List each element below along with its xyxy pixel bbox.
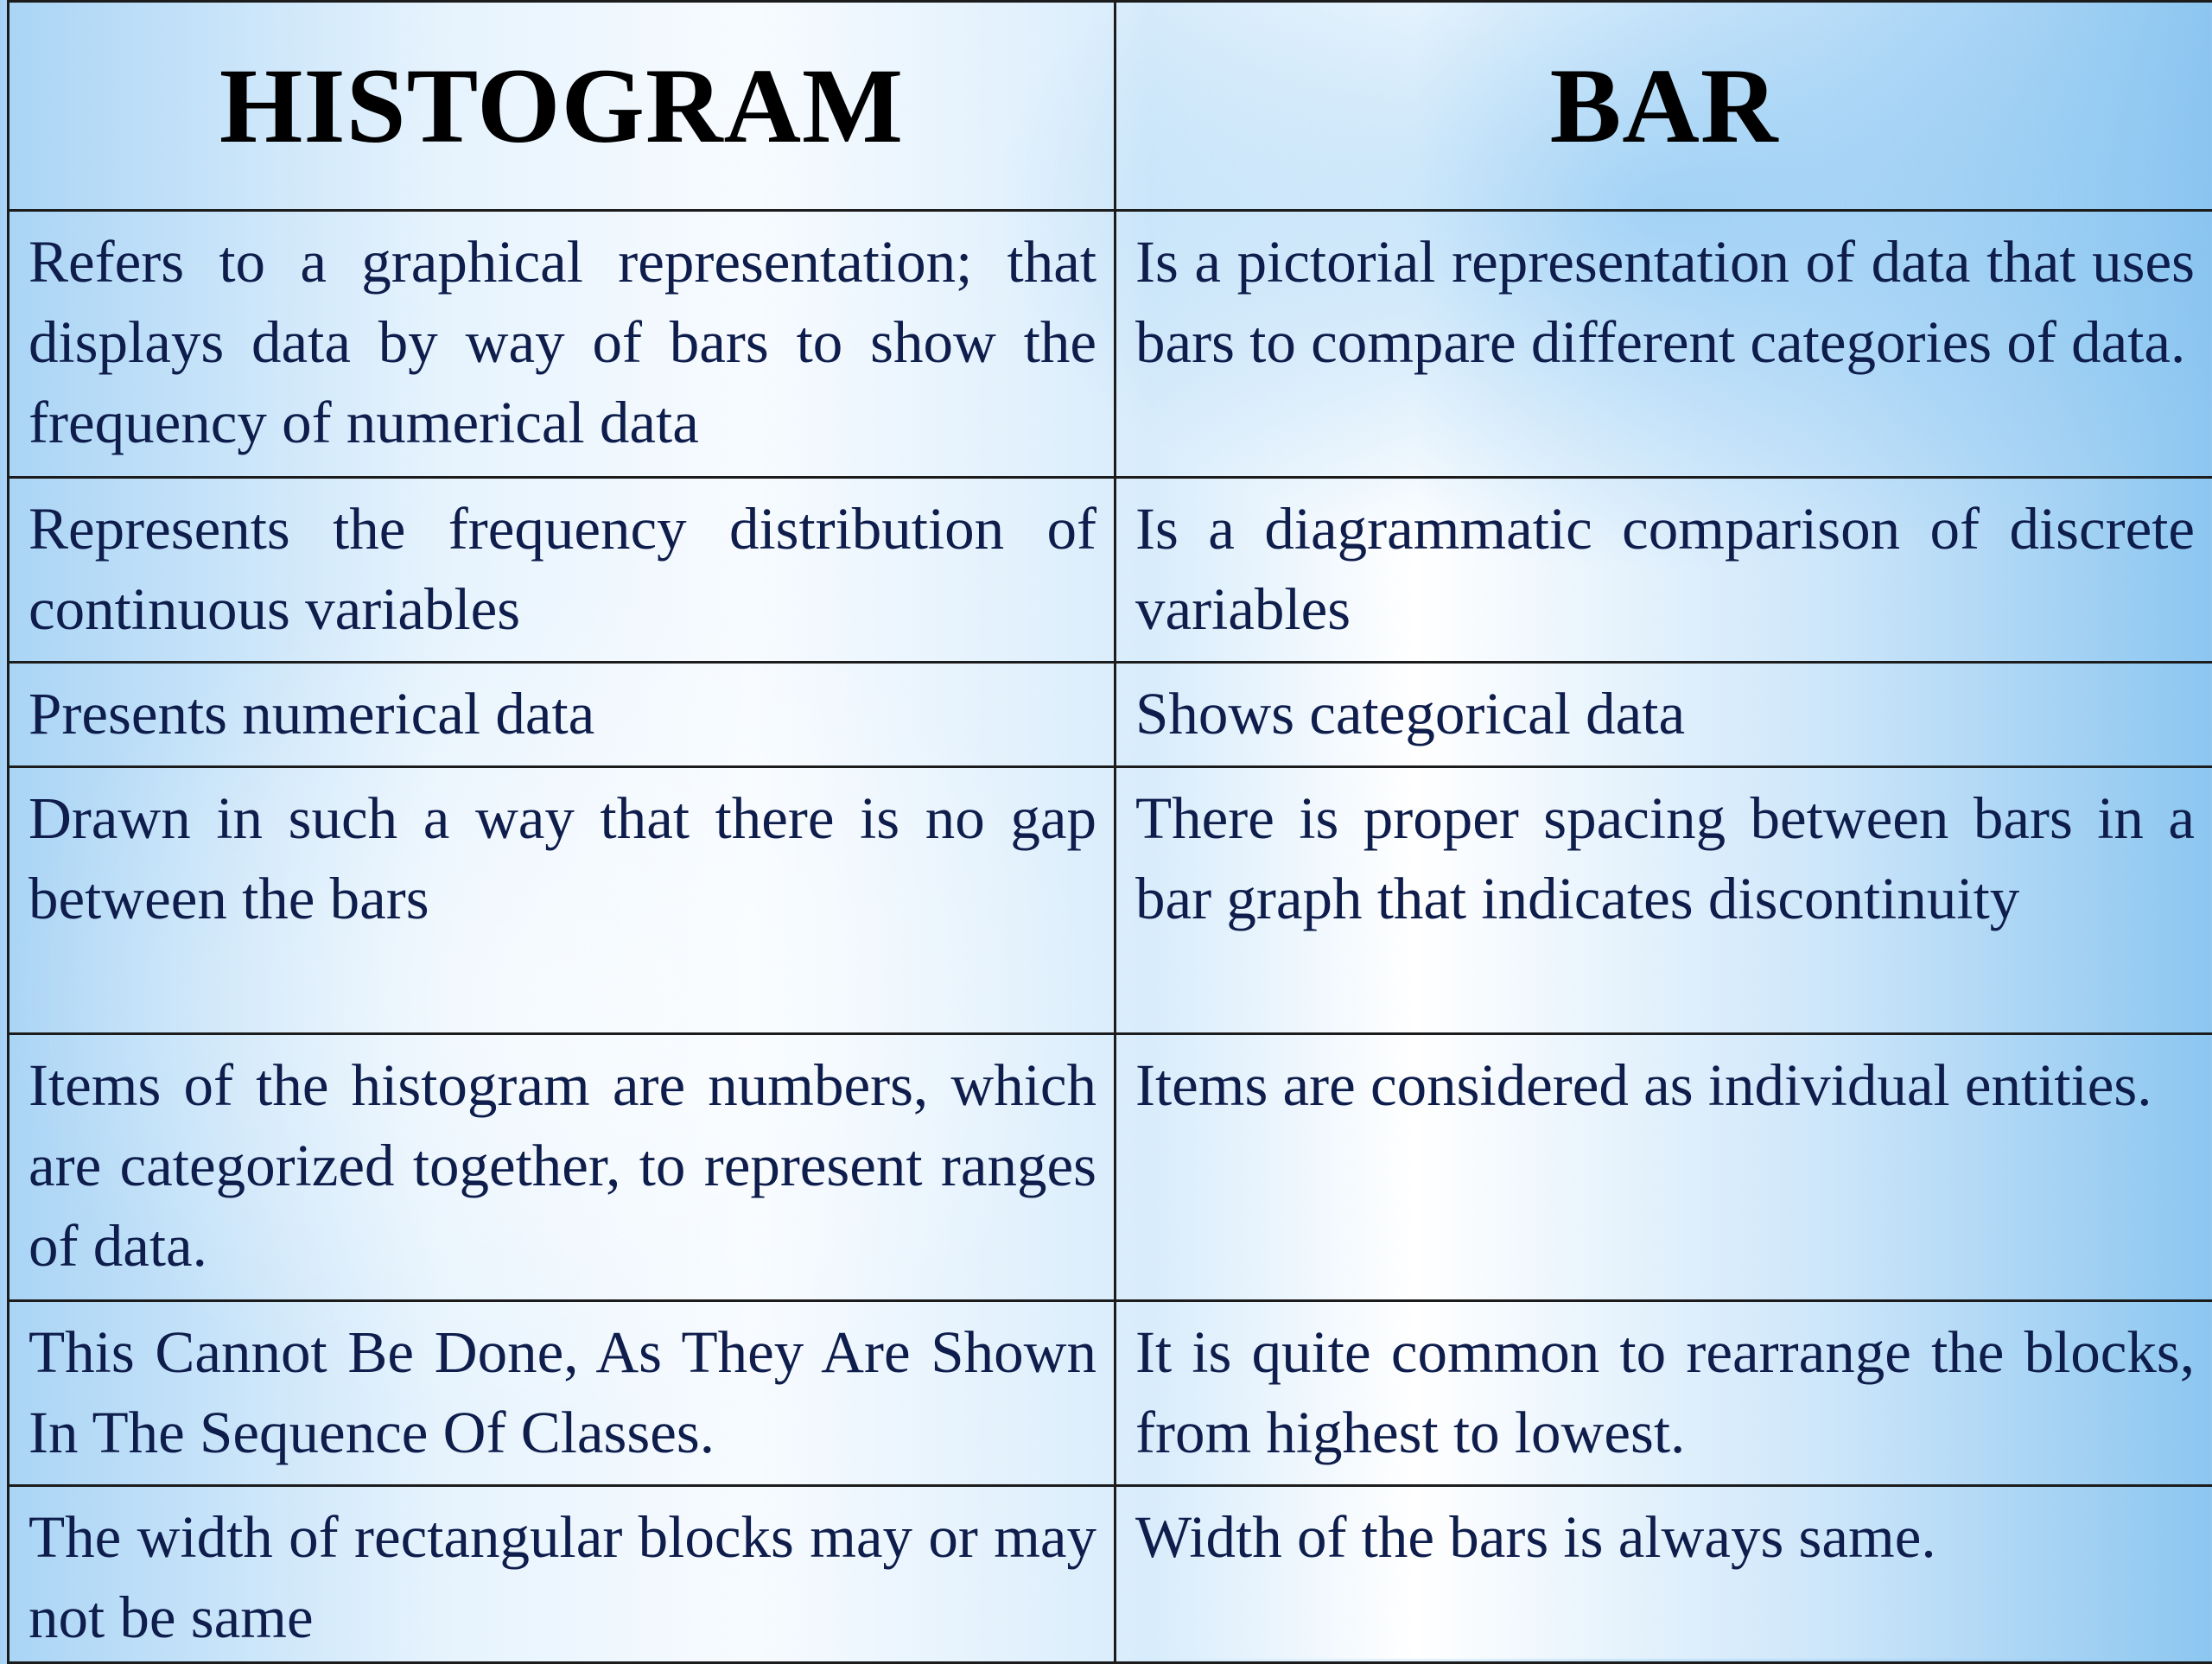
bar-cell: It is quite common to rearrange the blocks, from highest to lowest. bbox=[1116, 1301, 2212, 1486]
histogram-cell: The width of rectangular blocks may or may not be same bbox=[9, 1486, 1116, 1663]
table-row bbox=[9, 478, 2212, 663]
table-row bbox=[9, 1301, 2212, 1486]
bar-cell: Items are considered as individual entities. bbox=[1116, 1034, 2212, 1301]
bar-cell: Is a diagrammatic comparison of discrete variables bbox=[1116, 478, 2212, 663]
table-row bbox=[9, 663, 2212, 767]
comparison-table bbox=[7, 0, 2212, 1664]
table-row bbox=[9, 211, 2212, 478]
table-row bbox=[9, 767, 2212, 1034]
table-row bbox=[9, 1034, 2212, 1301]
bar-header: BAR bbox=[1116, 2, 2212, 211]
header-row bbox=[9, 2, 2212, 211]
histogram-cell: Represents the frequency distribution of continuous variables bbox=[9, 478, 1116, 663]
bar-cell: There is proper spacing between bars in a bar graph that indicates discontinuity bbox=[1116, 767, 2212, 1034]
bar-cell: Is a pictorial representation of data that uses bars to compare different categories of data. bbox=[1116, 211, 2212, 478]
bar-cell: Shows categorical data bbox=[1116, 663, 2212, 767]
histogram-cell: Items of the histogram are numbers, which are categorized together, to represent ranges of data. bbox=[9, 1034, 1116, 1301]
histogram-cell: Refers to a graphical representation; that displays data by way of bars to show the frequency of numerical data bbox=[9, 211, 1116, 478]
histogram-header: HISTOGRAM bbox=[9, 2, 1116, 211]
histogram-cell: Presents numerical data bbox=[9, 663, 1116, 767]
histogram-cell: Drawn in such a way that there is no gap between the bars bbox=[9, 767, 1116, 1034]
bar-cell: Width of the bars is always same. bbox=[1116, 1486, 2212, 1663]
histogram-cell: This Cannot Be Done, As They Are Shown In The Sequence Of Classes. bbox=[9, 1301, 1116, 1486]
table-row bbox=[9, 1486, 2212, 1663]
